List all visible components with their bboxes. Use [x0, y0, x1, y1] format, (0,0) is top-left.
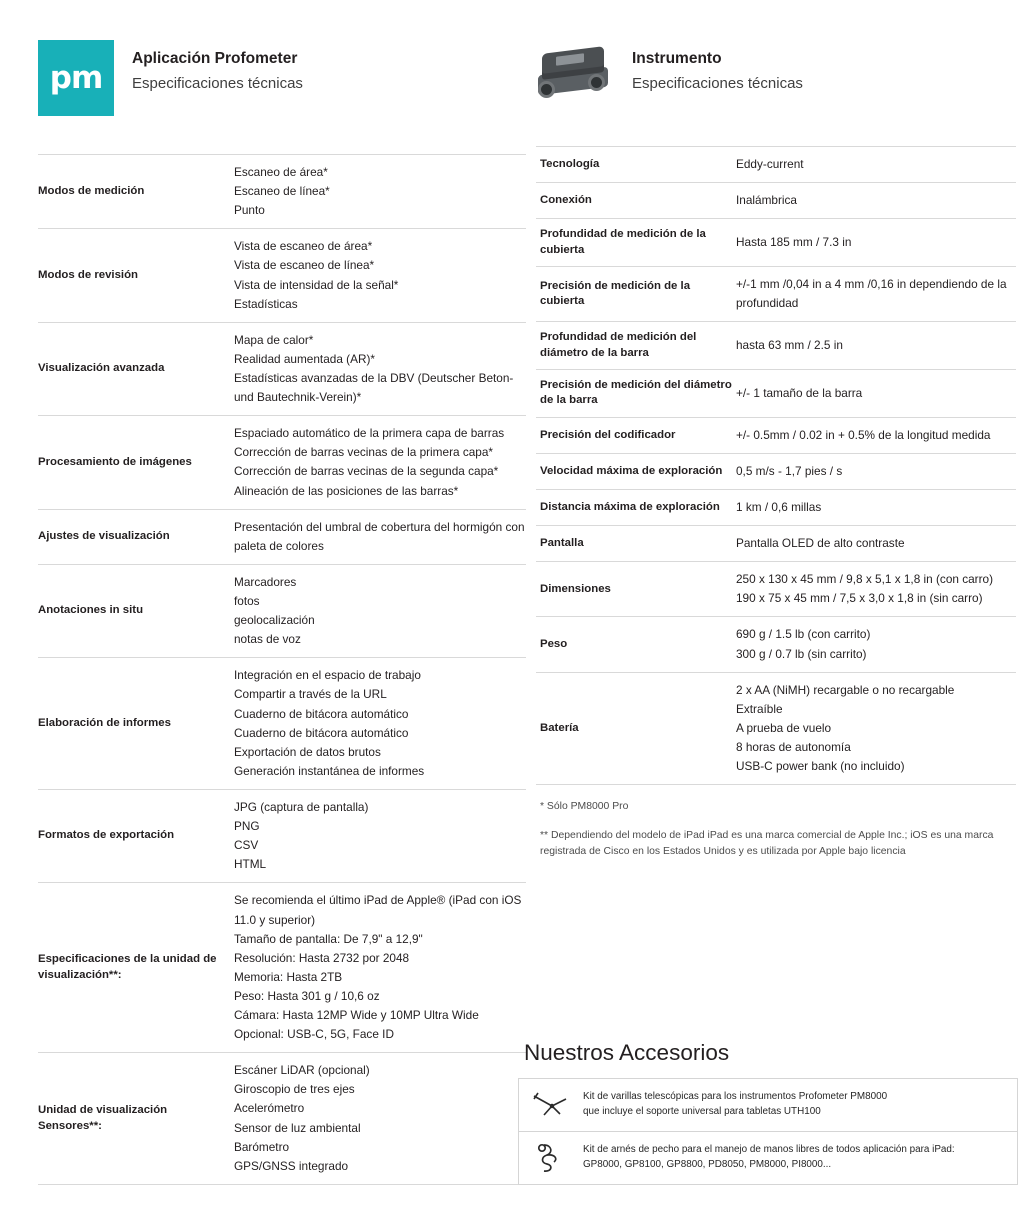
spec-value	[736, 490, 1016, 526]
spec-label: Precisión de medición del diámetro de la barra	[536, 370, 736, 418]
spec-value	[234, 509, 526, 564]
spec-value-line: 0,5 m/s - 1,7 pies / s	[736, 463, 843, 478]
table-row	[536, 453, 1016, 489]
spec-value	[736, 147, 1016, 183]
table-row	[38, 883, 526, 1053]
spec-value-line: Generación instantánea de informes	[234, 763, 425, 778]
instrument-subtitle: Especificaciones técnicas	[632, 75, 803, 93]
table-row	[38, 564, 526, 657]
spec-value	[736, 617, 1016, 672]
app-spec-table-wrap	[38, 154, 526, 1185]
accessory-item[interactable]	[518, 1078, 1018, 1131]
table-row	[38, 155, 526, 229]
spec-value-line: Alineación de las posiciones de las barras*	[234, 483, 459, 498]
spec-value-line: Corrección de barras vecinas de la primera capa*	[234, 445, 494, 460]
device-wheel-right	[588, 74, 605, 91]
spec-value-line: geolocalización	[234, 613, 315, 628]
table-row	[38, 322, 526, 415]
spec-value	[234, 883, 526, 1053]
spec-value-line: +/- 1 tamaño de la barra	[736, 385, 863, 400]
spec-value	[736, 417, 1016, 453]
spec-value	[736, 267, 1016, 322]
table-row	[536, 183, 1016, 219]
spec-value-line: Exportación de datos brutos	[234, 744, 381, 759]
spec-label: Formatos de exportación	[38, 789, 234, 882]
spec-value	[234, 322, 526, 415]
spec-value-line: Estadísticas	[234, 296, 298, 311]
app-spec-table	[38, 154, 526, 1185]
app-subtitle: Especificaciones técnicas	[132, 75, 303, 93]
spec-value-line: 250 x 130 x 45 mm / 9,8 x 5,1 x 1,8 in (con carro)	[736, 572, 994, 587]
spec-value-line: Acelerómetro	[234, 1101, 305, 1116]
spec-value	[234, 229, 526, 322]
logo-text: pm	[49, 59, 103, 96]
table-row	[38, 658, 526, 790]
spec-value	[234, 155, 526, 229]
spec-value-line: Estadísticas avanzadas de la DBV (Deutscher Beton- und Bautechnik-Verein)*	[234, 370, 514, 405]
spec-value	[234, 416, 526, 509]
table-row	[536, 417, 1016, 453]
spec-value	[736, 526, 1016, 562]
spec-value-line: Cuaderno de bitácora automático	[234, 725, 409, 740]
spec-label: Precisión de medición de la cubierta	[536, 267, 736, 322]
spec-value-line: Escaneo de área*	[234, 165, 328, 179]
accessory-item[interactable]	[518, 1131, 1018, 1185]
spec-value-line: Marcadores	[234, 574, 297, 589]
profometer-logo	[38, 40, 114, 116]
spec-value-line: Eddy-current	[736, 157, 804, 171]
spec-value-line: Tamaño de pantalla: De 7,9" a 12,9"	[234, 931, 423, 946]
spec-value-line: notas de voz	[234, 632, 301, 647]
spec-value-line: CSV	[234, 838, 259, 853]
table-row	[38, 229, 526, 322]
instrument-header	[536, 40, 1016, 106]
spec-value-line: Sensor de luz ambiental	[234, 1120, 361, 1135]
spec-label: Distancia máxima de exploración	[536, 490, 736, 526]
spec-label: Pantalla	[536, 526, 736, 562]
accessory-line: Kit de varillas telescópicas para los instrumentos Profometer PM8000	[583, 1091, 888, 1103]
spec-value-line: Integración en el espacio de trabajo	[234, 668, 421, 683]
spec-value	[234, 658, 526, 790]
spec-value-line: Escáner LiDAR (opcional)	[234, 1063, 370, 1078]
spec-value	[736, 562, 1016, 617]
chest-harness-icon	[529, 1141, 571, 1175]
spec-value-line: 8 horas de autonomía	[736, 739, 851, 754]
table-row	[536, 562, 1016, 617]
table-row	[38, 509, 526, 564]
instrument-spec-column	[536, 40, 1016, 874]
spec-value-line: +/-1 mm /0,04 in a 4 mm /0,16 in dependiendo de la profundidad	[736, 277, 1007, 311]
instrument-spec-table	[536, 146, 1016, 785]
spec-value-line: Hasta 185 mm / 7.3 in	[736, 235, 852, 250]
spec-value-line: Cámara: Hasta 12MP Wide y 10MP Ultra Wide	[234, 1008, 479, 1023]
accessory-line: que incluye el soporte universal para tabletas UTH100	[583, 1106, 821, 1117]
spec-label: Visualización avanzada	[38, 322, 234, 415]
app-header-text	[132, 40, 303, 93]
spec-value-line: Se recomienda el último iPad de Apple® (iPad con iOS 11.0 y superior)	[234, 893, 522, 927]
spec-value-line: Giroscopio de tres ejes	[234, 1082, 355, 1097]
spec-label: Modos de revisión	[38, 229, 234, 322]
spec-label: Velocidad máxima de exploración	[536, 453, 736, 489]
footnote: * Sólo PM8000 Pro	[540, 801, 629, 813]
spec-label: Profundidad de medición de la cubierta	[536, 219, 736, 267]
accessory-line: GP8000, GP8100, GP8800, PD8050, PM8000, PI8000...	[583, 1159, 832, 1170]
spec-label: Anotaciones in situ	[38, 564, 234, 657]
device-wheel-left	[538, 81, 555, 98]
table-row	[38, 416, 526, 509]
spec-label: Batería	[536, 672, 736, 785]
table-row	[536, 490, 1016, 526]
spec-value-line: Extraíble	[736, 701, 783, 716]
spec-value	[736, 219, 1016, 267]
spec-value-line: Compartir a través de la URL	[234, 687, 387, 702]
table-row	[536, 370, 1016, 418]
spec-label: Especificaciones de la unidad de visualización**:	[38, 883, 234, 1053]
table-row	[536, 219, 1016, 267]
table-row	[536, 267, 1016, 322]
spec-value-line: Inalámbrica	[736, 193, 797, 208]
spec-label: Modos de medición	[38, 155, 234, 229]
instrument-device-icon	[536, 46, 614, 106]
spec-label: Procesamiento de imágenes	[38, 416, 234, 509]
spec-value-line: Barómetro	[234, 1139, 290, 1154]
spec-label: Unidad de visualización Sensores**:	[38, 1053, 234, 1185]
table-row	[38, 1053, 526, 1185]
table-row	[536, 617, 1016, 672]
spec-value-line: Memoria: Hasta 2TB	[234, 969, 343, 984]
table-row	[536, 672, 1016, 785]
spec-value	[234, 564, 526, 657]
accessories-list	[518, 1078, 1018, 1185]
spec-value-line: Resolución: Hasta 2732 por 2048	[234, 950, 410, 965]
spec-value-line: Corrección de barras vecinas de la segunda capa*	[234, 464, 499, 479]
spec-value-line: 1 km / 0,6 millas	[736, 500, 822, 514]
spec-value-line: Presentación del umbral de cobertura del hormigón con paleta de colores	[234, 519, 525, 553]
spec-label: Profundidad de medición del diámetro de la barra	[536, 322, 736, 370]
spec-value-line: HTML	[234, 857, 267, 872]
spec-value-line: 190 x 75 x 45 mm / 7,5 x 3,0 x 1,8 in (sin carro)	[736, 591, 983, 606]
table-row	[536, 322, 1016, 370]
spec-value-line: Espaciado automático de la primera capa de barras	[234, 426, 505, 441]
spec-value	[234, 1053, 526, 1185]
instrument-title: Instrumento	[632, 50, 722, 67]
spec-value	[736, 453, 1016, 489]
telescopic-rod-icon	[529, 1088, 571, 1122]
spec-value-line: Vista de escaneo de área*	[234, 239, 373, 254]
spec-value-line: JPG (captura de pantalla)	[234, 799, 369, 814]
spec-value	[736, 672, 1016, 785]
table-row	[536, 147, 1016, 183]
instrument-header-text	[632, 40, 803, 93]
spec-value-line: GPS/GNSS integrado	[234, 1158, 349, 1173]
spec-label: Ajustes de visualización	[38, 509, 234, 564]
spec-label: Peso	[536, 617, 736, 672]
footnotes	[536, 799, 1006, 860]
accessories-section	[518, 1040, 1018, 1185]
spec-value	[234, 789, 526, 882]
spec-value-line: Mapa de calor*	[234, 332, 314, 347]
accessory-description	[583, 1143, 955, 1173]
spec-value-line: Opcional: USB-C, 5G, Face ID	[234, 1027, 394, 1042]
footnote: ** Dependiendo del modelo de iPad iPad es una marca comercial de Apple Inc.; iOS es una marca registrada de Cisco en los Estados Unidos y es utilizada por Apple bajo licencia	[540, 830, 994, 858]
spec-value-line: Cuaderno de bitácora automático	[234, 706, 409, 721]
spec-value-line: hasta 63 mm / 2.5 in	[736, 338, 843, 353]
app-title: Aplicación Profometer	[132, 50, 298, 67]
spec-value-line: +/- 0.5mm / 0.02 in + 0.5% de la longitud medida	[736, 427, 991, 442]
spec-value-line: Vista de intensidad de la señal*	[234, 277, 399, 292]
spec-value	[736, 322, 1016, 370]
spec-label: Dimensiones	[536, 562, 736, 617]
app-header	[38, 40, 526, 116]
spec-value-line: PNG	[234, 819, 260, 834]
app-spec-column	[38, 40, 526, 1185]
spec-value	[736, 370, 1016, 418]
spec-label: Tecnología	[536, 147, 736, 183]
spec-value-line: 300 g / 0.7 lb (sin carrito)	[736, 646, 867, 661]
accessory-description	[583, 1090, 887, 1120]
table-row	[38, 789, 526, 882]
spec-label: Elaboración de informes	[38, 658, 234, 790]
table-row	[536, 526, 1016, 562]
spec-value-line: 690 g / 1.5 lb (con carrito)	[736, 627, 871, 642]
spec-label: Precisión del codificador	[536, 417, 736, 453]
instrument-spec-table-wrap	[536, 146, 1016, 785]
spec-value-line: Realidad aumentada (AR)*	[234, 351, 375, 366]
spec-value-line: A prueba de vuelo	[736, 720, 832, 735]
spec-value-line: Peso: Hasta 301 g / 10,6 oz	[234, 988, 380, 1003]
spec-value-line: Pantalla OLED de alto contraste	[736, 536, 905, 551]
accessories-title: Nuestros Accesorios	[524, 1040, 730, 1065]
spec-value-line: USB-C power bank (no incluido)	[736, 759, 905, 774]
spec-value-line: 2 x AA (NiMH) recargable o no recargable	[736, 682, 955, 697]
spec-value-line: Punto	[234, 203, 265, 218]
spec-label: Conexión	[536, 183, 736, 219]
spec-value-line: Vista de escaneo de línea*	[234, 258, 375, 273]
spec-value-line: Escaneo de línea*	[234, 184, 330, 199]
accessory-line: Kit de arnés de pecho para el manejo de manos libres de todos aplicación para iPad:	[583, 1144, 955, 1156]
spec-value	[736, 183, 1016, 219]
spec-value-line: fotos	[234, 593, 260, 608]
